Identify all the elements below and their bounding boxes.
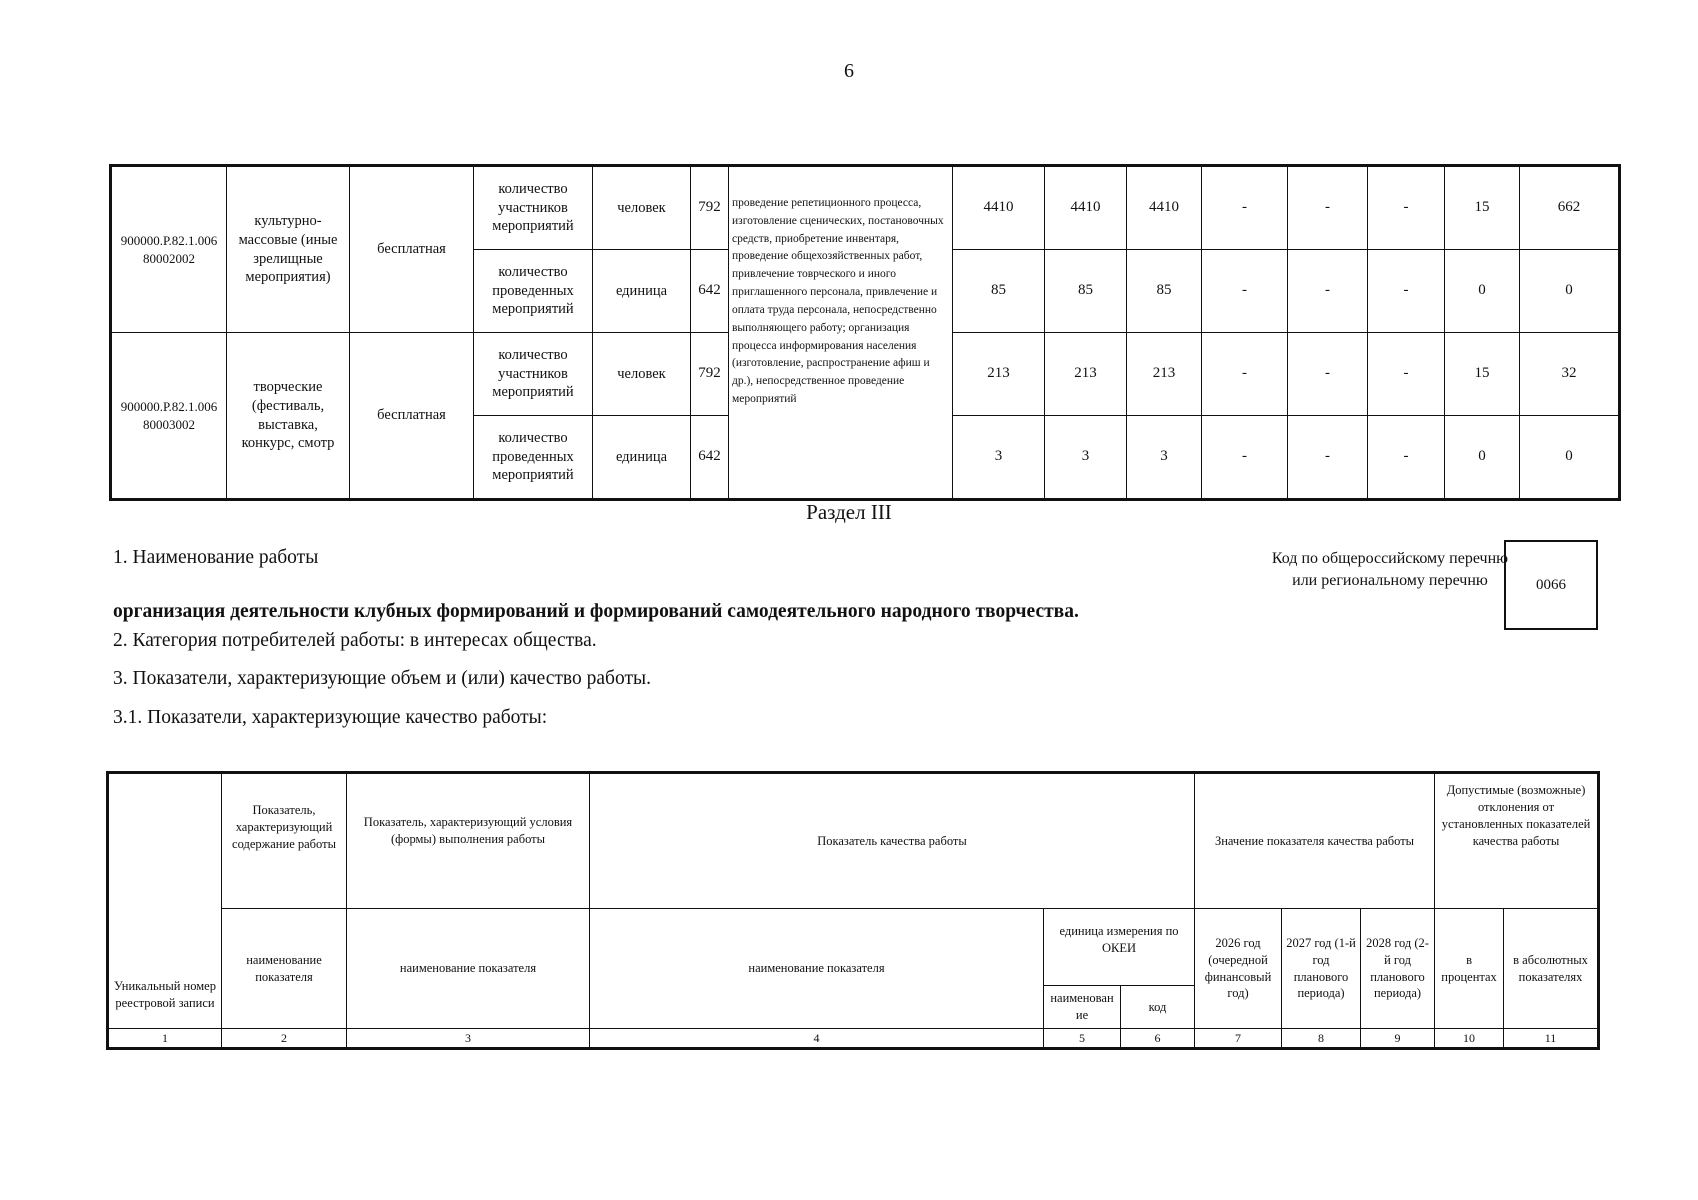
subheader-okei-unit: единица измерения по ОКЕИ — [1044, 909, 1195, 986]
table-row — [111, 166, 1620, 250]
value-year-3: 85 — [1127, 250, 1202, 333]
deviation-absolute: 0 — [1520, 416, 1620, 500]
page-number: 6 — [844, 60, 854, 82]
item-quality-indicators: 3.1. Показатели, характеризующие качество работы: — [113, 707, 548, 728]
indicator-name: количество проведенных мероприятий — [474, 416, 593, 500]
column-number: 3 — [347, 1029, 590, 1049]
content-indicator: культурно-массовые (иные зрелищные мероприятия) — [227, 166, 350, 333]
column-number: 2 — [222, 1029, 347, 1049]
value-year-1: 85 — [953, 250, 1045, 333]
deviation-percent: 15 — [1445, 333, 1520, 416]
value-year-1: 213 — [953, 333, 1045, 416]
column-number: 1 — [108, 1029, 222, 1049]
column-number: 5 — [1044, 1029, 1121, 1049]
dash-cell: - — [1202, 250, 1288, 333]
dash-cell: - — [1288, 333, 1368, 416]
value-year-1: 3 — [953, 416, 1045, 500]
header-row — [108, 909, 1599, 986]
subheader-percent: в процентах — [1435, 909, 1504, 1029]
unit-name: человек — [593, 333, 691, 416]
column-number: 6 — [1121, 1029, 1195, 1049]
item-consumer-category: 2. Категория потребителей работы: в интересах общества. — [113, 630, 597, 651]
subheader-quality-name: наименование показателя — [590, 909, 1044, 1029]
item-work-name-label: 1. Наименование работы — [113, 547, 319, 568]
column-number: 7 — [1195, 1029, 1282, 1049]
dash-cell: - — [1368, 166, 1445, 250]
value-year-3: 3 — [1127, 416, 1202, 500]
value-year-3: 4410 — [1127, 166, 1202, 250]
value-year-2: 213 — [1045, 333, 1127, 416]
subheader-okei-name: наименован ие — [1044, 986, 1121, 1029]
column-number: 9 — [1361, 1029, 1435, 1049]
condition-indicator: бесплатная — [350, 166, 474, 333]
content-indicator: творческие (фестиваль, выставка, конкурс, смотр — [227, 333, 350, 500]
value-year-2: 4410 — [1045, 166, 1127, 250]
subheader-okei-code: код — [1121, 986, 1195, 1029]
section-title: Раздел III — [806, 500, 892, 524]
header-conditions-indicator: Показатель, характеризующий условия (формы) выполнения работы — [347, 773, 590, 909]
deviation-absolute: 662 — [1520, 166, 1620, 250]
dash-cell: - — [1368, 250, 1445, 333]
dash-cell: - — [1288, 416, 1368, 500]
work-name: организация деятельности клубных формирований и формирований самодеятельного народного творчества. — [113, 601, 1079, 622]
registry-number: 900000.Р.82.1.006 80002002 — [111, 166, 227, 333]
registry-number: 900000.Р.82.1.006 80003002 — [111, 333, 227, 500]
dash-cell: - — [1288, 166, 1368, 250]
deviation-absolute: 0 — [1520, 250, 1620, 333]
condition-indicator: бесплатная — [350, 333, 474, 500]
column-number: 4 — [590, 1029, 1044, 1049]
subheader-year-2027: 2027 год (1-й год планового периода) — [1282, 909, 1361, 1029]
value-year-2: 3 — [1045, 416, 1127, 500]
deviation-percent: 15 — [1445, 166, 1520, 250]
okei-code: 792 — [691, 166, 729, 250]
header-quality-indicator: Показатель качества работы — [590, 773, 1195, 909]
header-quality-values: Значение показателя качества работы — [1195, 773, 1435, 909]
column-numbers-row — [108, 1029, 1599, 1049]
dash-cell: - — [1202, 416, 1288, 500]
okei-code: 642 — [691, 416, 729, 500]
quality-indicators-table — [106, 771, 1600, 1050]
deviation-absolute: 32 — [1520, 333, 1620, 416]
unit-name: человек — [593, 166, 691, 250]
value-year-3: 213 — [1127, 333, 1202, 416]
indicator-name: количество проведенных мероприятий — [474, 250, 593, 333]
registry-code-value: 0066 — [1504, 540, 1598, 630]
column-number: 10 — [1435, 1029, 1504, 1049]
subheader-content-name: наименование показателя — [222, 909, 347, 1029]
subheader-absolute: в абсолютных показателях — [1504, 909, 1599, 1029]
okei-code: 792 — [691, 333, 729, 416]
dash-cell: - — [1202, 166, 1288, 250]
volume-indicators-table — [109, 164, 1621, 501]
deviation-percent: 0 — [1445, 416, 1520, 500]
unit-name: единица — [593, 416, 691, 500]
dash-cell: - — [1368, 416, 1445, 500]
unit-name: единица — [593, 250, 691, 333]
deviation-percent: 0 — [1445, 250, 1520, 333]
dash-cell: - — [1288, 250, 1368, 333]
header-deviation: Допустимые (возможные) отклонения от установленных показателей качества работы — [1435, 773, 1599, 909]
dash-cell: - — [1202, 333, 1288, 416]
indicator-name: количество участников мероприятий — [474, 333, 593, 416]
column-number: 11 — [1504, 1029, 1599, 1049]
subheader-year-2028: 2028 год (2-й год планового периода) — [1361, 909, 1435, 1029]
dash-cell: - — [1368, 333, 1445, 416]
subheader-conditions-name: наименование показателя — [347, 909, 590, 1029]
item-indicators: 3. Показатели, характеризующие объем и (или) качество работы. — [113, 668, 651, 689]
value-year-1: 4410 — [953, 166, 1045, 250]
column-number: 8 — [1282, 1029, 1361, 1049]
header-registry-number: Уникальный номер реестровой записи — [108, 773, 222, 1029]
header-content-indicator: Показатель, характеризующий содержание работы — [222, 773, 347, 909]
registry-code-label: Код по общероссийскому перечню или региональному перечню — [1271, 550, 1509, 589]
value-year-2: 85 — [1045, 250, 1127, 333]
subheader-year-2026: 2026 год (очередной финансовый год) — [1195, 909, 1282, 1029]
header-row — [108, 773, 1599, 909]
okei-code: 642 — [691, 250, 729, 333]
indicator-name: количество участников мероприятий — [474, 166, 593, 250]
work-description: проведение репетиционного процесса, изготовление сценических, постановочных средств, приобретение инвентаря, проведение общехозяйственных работ, привлечение товрческого и иного приглашенного персонала, привлечение и оплата труда персонала, непосредственно выполняющего работу; организация процесса информирования населения (изготовление, распространение афиш и др.), непосредственное проведение мероприятий — [729, 166, 953, 500]
